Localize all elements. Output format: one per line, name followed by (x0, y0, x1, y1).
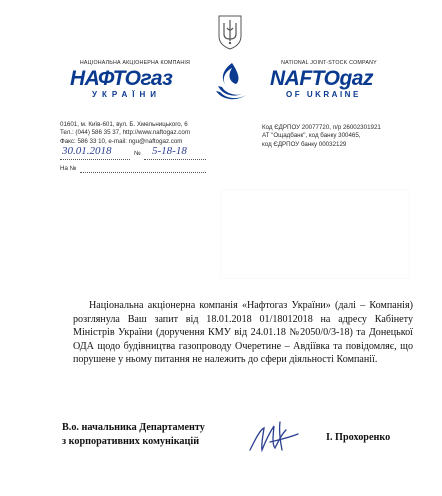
signer-position-line: В.о. начальника Департаменту (62, 422, 205, 433)
logo-ua-sub: УКРАЇНИ (92, 90, 162, 99)
body-paragraph: Національна акціонерна компанія «Нафтогаз України» (далі – Компанія) розглянула Ваш запит від 18.01.2018 01/18012018 на адресу Кабінету Міністрів України (доручення КМУ від 24.01.18 №2050/0/3-18) та Донецької ОДА щодо будівництва газопроводу Очеретине – Авдіївка та повідомляє, що порушене у ньому питання не належить до сфери діяльності Компанії. (73, 300, 413, 366)
contacts-left-line: Тел.: (044) 586 35 37, http://www.naftogaz.com (60, 129, 190, 137)
contacts-left (60, 121, 190, 146)
contacts-left-line: Факс: 586 33 10, e-mail: ngu@naftogaz.com (60, 137, 183, 145)
handwritten-signature (246, 420, 302, 456)
number-prefix: № (134, 150, 141, 157)
reference-line (80, 172, 206, 173)
company-name-en: NATIONAL JOINT-STOCK COMPANY (281, 60, 377, 66)
reference-label: На № (60, 165, 77, 172)
logo-ua-main: НАФТОгаз (70, 67, 173, 90)
signer-position (62, 421, 205, 449)
signer-position-line: з корпоративних комунікацій (62, 436, 200, 447)
flame-logo-icon (212, 60, 252, 102)
logo-en-main: NAFTOgaz (270, 67, 373, 90)
number-line (144, 159, 206, 160)
coat-of-arms-icon (217, 14, 243, 50)
contacts-right-line: Код ЄДРПОУ 20077720, п/р 26002301921 (262, 124, 381, 131)
redacted-addressee (221, 190, 409, 278)
date-line (60, 159, 130, 160)
registration-number: 5-18-18 (152, 145, 187, 157)
contacts-right (262, 124, 381, 149)
letter-body (73, 299, 413, 367)
contacts-right-line: АТ "Ощадбанк", код банку 300465, (262, 132, 361, 140)
company-name-ua: НАЦІОНАЛЬНА АКЦІОНЕРНА КОМПАНІЯ (79, 60, 191, 66)
contacts-right-line: код ЄДРПОУ банку 00032129 (262, 140, 347, 148)
registration-date: 30.01.2018 (62, 145, 112, 157)
signer-name: І. Прохоренко (326, 432, 391, 443)
logo-en-sub: OF UKRAINE (286, 90, 361, 99)
contacts-left-line: 01601, м. Київ-601, вул. Б. Хмельницького, 6 (60, 121, 188, 128)
